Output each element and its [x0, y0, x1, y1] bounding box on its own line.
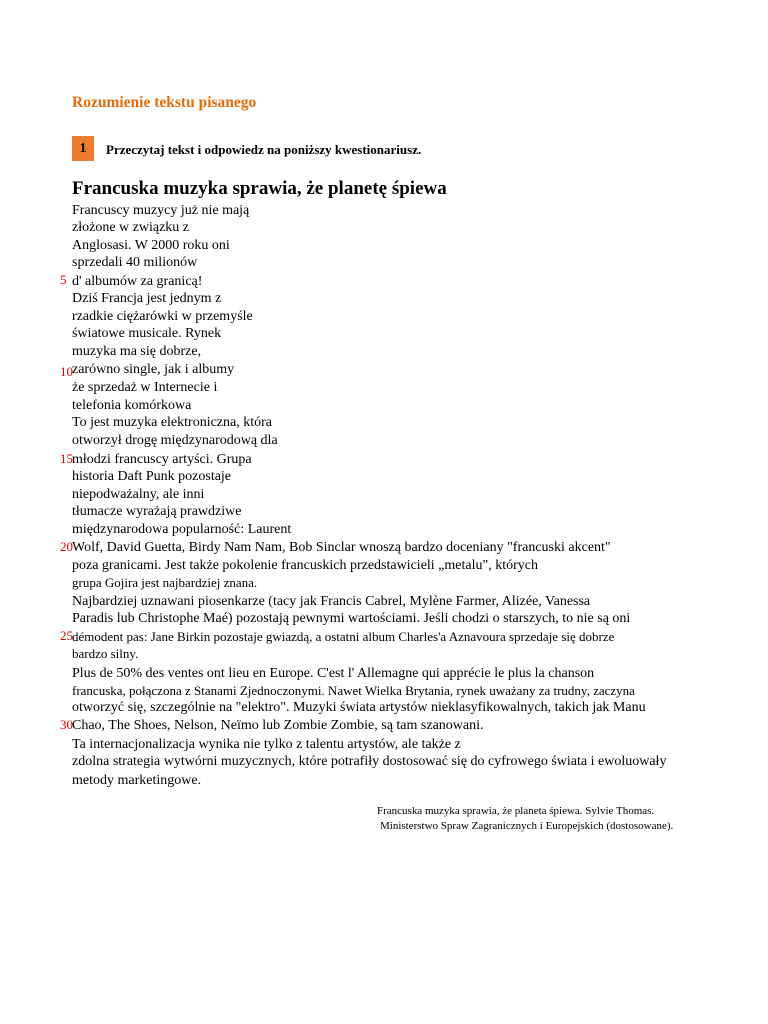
text-line: Francuscy muzycy już nie mają [72, 203, 250, 218]
text-line: Anglosasi. W 2000 roku oni [72, 238, 230, 253]
exercise-number-badge: 1 [72, 136, 94, 161]
text-line: grupa Gojira jest najbardziej znana. [72, 575, 258, 590]
text-line: otworzyć się, szczególnie na "elektro". Muzyki świata artystów nieklasyfikowalnych, takich jak Manu [72, 700, 646, 715]
line-number: 20 [60, 539, 73, 554]
text-line: Ta internacjonalizacja wynika nie tylko z talentu artystów, ale także z [72, 737, 461, 752]
text-line: démodent pas: Jane Birkin pozostaje gwiazdą, a ostatni album Charles'a Aznavoura sprzedaje się dobrze [72, 629, 615, 644]
text-line: To jest muzyka elektroniczna, która [72, 415, 272, 430]
source-citation-publisher: Ministerstwo Spraw Zagranicznych i Europejskich (dostosowane). [380, 820, 674, 832]
text-line: francuska, połączona z Stanami Zjednoczonymi. Nawet Wielka Brytania, rynek uważany za trudny, zaczyna [72, 683, 635, 698]
text-line: sprzedali 40 milionów [72, 255, 198, 270]
text-line: światowe musicale. Rynek [72, 326, 222, 341]
text-line: otworzył drogę międzynarodową dla [72, 433, 278, 448]
line-number: 30 [60, 717, 73, 732]
section-title: Rozumienie tekstu pisanego [72, 94, 257, 111]
text-line: poza granicami. Jest także pokolenie francuskich przedstawicieli „metalu", których [72, 558, 538, 573]
exercise-instruction: Przeczytaj tekst i odpowiedz na poniższy kwestionariusz. [106, 142, 422, 157]
text-line: zdolna strategia wytwórni muzycznych, które potrafiły dostosować się do cyfrowego świata i ewoluowały [72, 754, 667, 769]
text-line: Plus de 50% des ventes ont lieu en Europe. C'est l' Allemagne qui apprécie le plus la chanson [72, 666, 595, 681]
text-line: metody marketingowe. [72, 773, 202, 788]
text-line: Najbardziej uznawani piosenkarze (tacy jak Francis Cabrel, Mylène Farmer, Alizée, Vanessa [72, 594, 591, 609]
text-line: międzynarodowa popularność: Laurent [72, 522, 292, 537]
line-number: 10 [60, 364, 73, 379]
text-line: Paradis lub Christophe Maé) pozostają pewnymi wartościami. Jeśli chodzi o starszych, to nie są oni [72, 611, 631, 626]
text-line: Wolf, David Guetta, Birdy Nam Nam, Bob Sinclar wnoszą bardzo doceniany "francuski akcent" [72, 540, 611, 555]
line-number: 5 [60, 272, 67, 287]
text-line: telefonia komórkowa [72, 398, 192, 413]
text-line: d' albumów za granicą! [72, 274, 203, 289]
text-line: że sprzedaż w Internecie i [72, 380, 218, 395]
source-citation-title: Francuska muzyka sprawia, że planeta śpiewa. Sylvie Thomas. [377, 805, 655, 817]
text-line: bardzo silny. [72, 646, 139, 661]
article-title: Francuska muzyka sprawia, że planetę śpiewa [72, 178, 447, 199]
text-line: złożone w związku z [72, 220, 189, 235]
line-number: 15 [60, 451, 73, 466]
text-line: tłumacze wyrażają prawdziwe [72, 504, 242, 519]
text-line: muzyka ma się dobrze, [72, 344, 202, 359]
text-line: Dziś Francja jest jednym z [72, 291, 222, 306]
text-line: niepodważalny, ale inni [72, 487, 205, 502]
line-number: 25 [60, 628, 73, 643]
text-line: zarówno single, jak i albumy [72, 362, 235, 377]
text-line: Chao, The Shoes, Nelson, Neïmo lub Zombie Zombie, są tam szanowani. [72, 718, 484, 733]
text-line: młodzi francuscy artyści. Grupa [72, 452, 252, 467]
text-line: rzadkie ciężarówki w przemyśle [72, 309, 253, 324]
text-line: historia Daft Punk pozostaje [72, 469, 232, 484]
